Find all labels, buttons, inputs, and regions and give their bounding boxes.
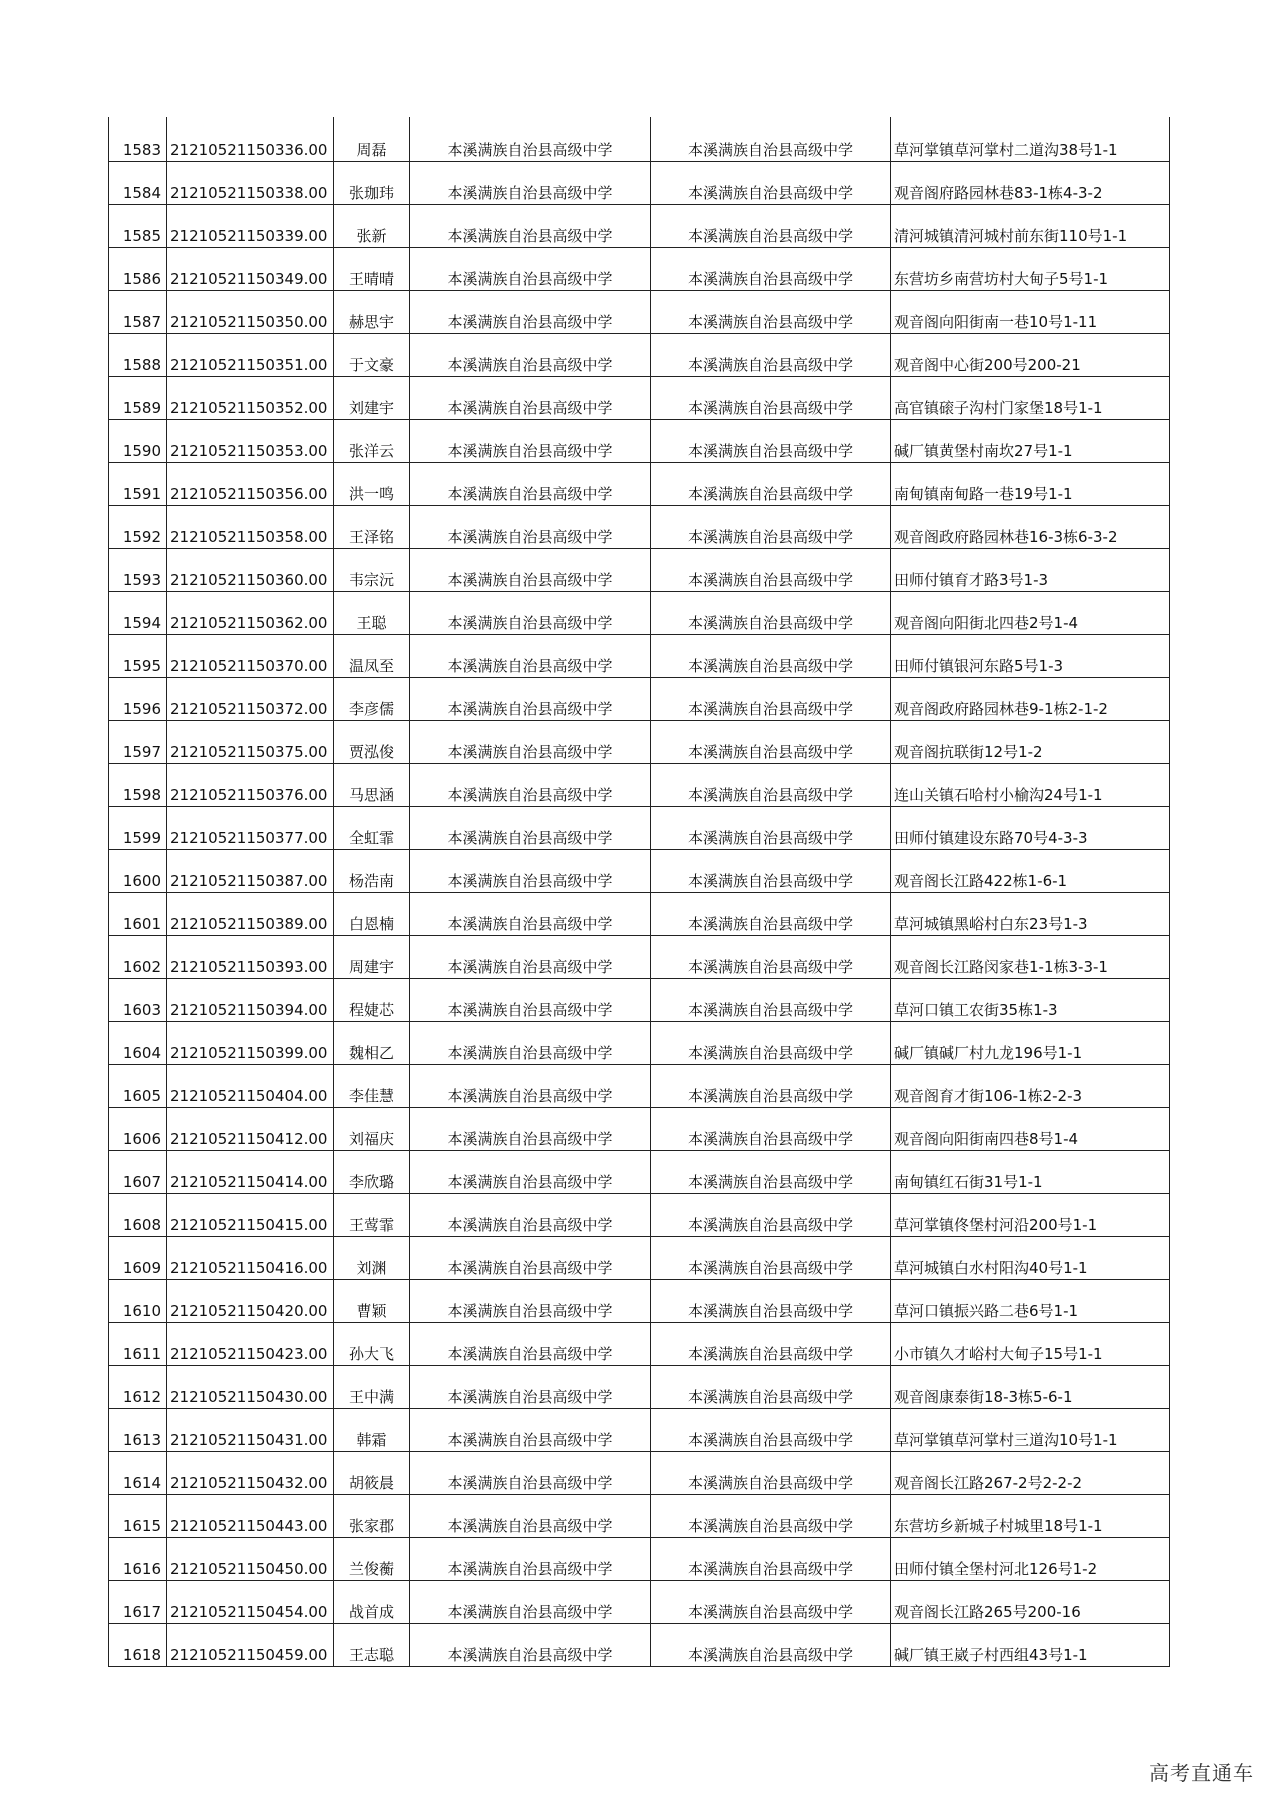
exam-id-cell: 21210521150370.00 xyxy=(167,634,334,677)
table-row xyxy=(109,247,1170,290)
exam-id-cell: 21210521150415.00 xyxy=(167,1193,334,1236)
exam-id-cell: 21210521150430.00 xyxy=(167,1365,334,1408)
table-row xyxy=(109,1537,1170,1580)
exam-id-cell: 21210521150339.00 xyxy=(167,204,334,247)
graduating-school-cell: 本溪满族自治县高级中学 xyxy=(410,548,651,591)
table-row xyxy=(109,1408,1170,1451)
row-number-cell: 1616 xyxy=(109,1537,167,1580)
exam-id-cell: 21210521150459.00 xyxy=(167,1623,334,1666)
admitted-school-cell: 本溪满族自治县高级中学 xyxy=(651,720,891,763)
address-cell: 观音阁政府路园林巷9-1栋2-1-2 xyxy=(891,677,1170,720)
row-number-cell: 1615 xyxy=(109,1494,167,1537)
graduating-school-cell: 本溪满族自治县高级中学 xyxy=(410,290,651,333)
graduating-school-cell: 本溪满族自治县高级中学 xyxy=(410,591,651,634)
table-row xyxy=(109,892,1170,935)
student-name-cell: 全虹霏 xyxy=(334,806,410,849)
graduating-school-cell: 本溪满族自治县高级中学 xyxy=(410,1322,651,1365)
admitted-school-cell: 本溪满族自治县高级中学 xyxy=(651,1064,891,1107)
row-number-cell: 1617 xyxy=(109,1580,167,1623)
admitted-school-cell: 本溪满族自治县高级中学 xyxy=(651,376,891,419)
exam-id-cell: 21210521150351.00 xyxy=(167,333,334,376)
table-row xyxy=(109,117,1170,161)
graduating-school-cell: 本溪满族自治县高级中学 xyxy=(410,1236,651,1279)
address-cell: 小市镇久才峪村大甸子15号1-1 xyxy=(891,1322,1170,1365)
address-cell: 观音阁长江路422栋1-6-1 xyxy=(891,849,1170,892)
exam-id-cell: 21210521150389.00 xyxy=(167,892,334,935)
table-row xyxy=(109,849,1170,892)
address-cell: 草河掌镇草河掌村二道沟38号1-1 xyxy=(891,117,1170,161)
row-number-cell: 1586 xyxy=(109,247,167,290)
graduating-school-cell: 本溪满族自治县高级中学 xyxy=(410,419,651,462)
admitted-school-cell: 本溪满族自治县高级中学 xyxy=(651,763,891,806)
graduating-school-cell: 本溪满族自治县高级中学 xyxy=(410,333,651,376)
row-number-cell: 1609 xyxy=(109,1236,167,1279)
address-cell: 东营坊乡南营坊村大甸子5号1-1 xyxy=(891,247,1170,290)
admitted-school-cell: 本溪满族自治县高级中学 xyxy=(651,634,891,677)
student-name-cell: 于文豪 xyxy=(334,333,410,376)
watermark-text: 高考直通车 xyxy=(1149,1761,1254,1785)
address-cell: 观音阁府路园林巷83-1栋4-3-2 xyxy=(891,161,1170,204)
admission-list-sheet xyxy=(108,117,1169,1667)
exam-id-cell: 21210521150432.00 xyxy=(167,1451,334,1494)
table-row xyxy=(109,1623,1170,1666)
graduating-school-cell: 本溪满族自治县高级中学 xyxy=(410,1580,651,1623)
exam-id-cell: 21210521150362.00 xyxy=(167,591,334,634)
row-number-cell: 1585 xyxy=(109,204,167,247)
exam-id-cell: 21210521150349.00 xyxy=(167,247,334,290)
graduating-school-cell: 本溪满族自治县高级中学 xyxy=(410,204,651,247)
address-cell: 观音阁康泰街18-3栋5-6-1 xyxy=(891,1365,1170,1408)
address-cell: 草河城镇黑峪村白东23号1-3 xyxy=(891,892,1170,935)
table-row xyxy=(109,763,1170,806)
address-cell: 田师付镇银河东路5号1-3 xyxy=(891,634,1170,677)
exam-id-cell: 21210521150454.00 xyxy=(167,1580,334,1623)
graduating-school-cell: 本溪满族自治县高级中学 xyxy=(410,1408,651,1451)
row-number-cell: 1589 xyxy=(109,376,167,419)
student-name-cell: 张洋云 xyxy=(334,419,410,462)
graduating-school-cell: 本溪满族自治县高级中学 xyxy=(410,806,651,849)
exam-id-cell: 21210521150376.00 xyxy=(167,763,334,806)
student-name-cell: 张家郡 xyxy=(334,1494,410,1537)
exam-id-cell: 21210521150431.00 xyxy=(167,1408,334,1451)
student-name-cell: 战首成 xyxy=(334,1580,410,1623)
row-number-cell: 1614 xyxy=(109,1451,167,1494)
row-number-cell: 1587 xyxy=(109,290,167,333)
row-number-cell: 1599 xyxy=(109,806,167,849)
student-name-cell: 王中满 xyxy=(334,1365,410,1408)
admitted-school-cell: 本溪满族自治县高级中学 xyxy=(651,849,891,892)
admitted-school-cell: 本溪满族自治县高级中学 xyxy=(651,462,891,505)
student-name-cell: 李欣璐 xyxy=(334,1150,410,1193)
exam-id-cell: 21210521150350.00 xyxy=(167,290,334,333)
graduating-school-cell: 本溪满族自治县高级中学 xyxy=(410,117,651,161)
student-table xyxy=(108,117,1170,1667)
admitted-school-cell: 本溪满族自治县高级中学 xyxy=(651,892,891,935)
admitted-school-cell: 本溪满族自治县高级中学 xyxy=(651,117,891,161)
exam-id-cell: 21210521150377.00 xyxy=(167,806,334,849)
address-cell: 碱厂镇黄堡村南坎27号1-1 xyxy=(891,419,1170,462)
exam-id-cell: 21210521150393.00 xyxy=(167,935,334,978)
row-number-cell: 1604 xyxy=(109,1021,167,1064)
table-row xyxy=(109,548,1170,591)
table-row xyxy=(109,1279,1170,1322)
student-table-body xyxy=(109,117,1170,1666)
table-row xyxy=(109,161,1170,204)
row-number-cell: 1608 xyxy=(109,1193,167,1236)
graduating-school-cell: 本溪满族自治县高级中学 xyxy=(410,892,651,935)
graduating-school-cell: 本溪满族自治县高级中学 xyxy=(410,677,651,720)
student-name-cell: 程婕芯 xyxy=(334,978,410,1021)
exam-id-cell: 21210521150443.00 xyxy=(167,1494,334,1537)
admitted-school-cell: 本溪满族自治县高级中学 xyxy=(651,1365,891,1408)
address-cell: 观音阁政府路园林巷16-3栋6-3-2 xyxy=(891,505,1170,548)
row-number-cell: 1602 xyxy=(109,935,167,978)
graduating-school-cell: 本溪满族自治县高级中学 xyxy=(410,1451,651,1494)
graduating-school-cell: 本溪满族自治县高级中学 xyxy=(410,1279,651,1322)
student-name-cell: 李佳慧 xyxy=(334,1064,410,1107)
row-number-cell: 1605 xyxy=(109,1064,167,1107)
admitted-school-cell: 本溪满族自治县高级中学 xyxy=(651,1193,891,1236)
graduating-school-cell: 本溪满族自治县高级中学 xyxy=(410,1365,651,1408)
row-number-cell: 1603 xyxy=(109,978,167,1021)
address-cell: 东营坊乡新城子村城里18号1-1 xyxy=(891,1494,1170,1537)
address-cell: 清河城镇清河城村前东街110号1-1 xyxy=(891,204,1170,247)
row-number-cell: 1596 xyxy=(109,677,167,720)
graduating-school-cell: 本溪满族自治县高级中学 xyxy=(410,247,651,290)
student-name-cell: 刘建宇 xyxy=(334,376,410,419)
row-number-cell: 1618 xyxy=(109,1623,167,1666)
admitted-school-cell: 本溪满族自治县高级中学 xyxy=(651,1623,891,1666)
exam-id-cell: 21210521150412.00 xyxy=(167,1107,334,1150)
row-number-cell: 1611 xyxy=(109,1322,167,1365)
graduating-school-cell: 本溪满族自治县高级中学 xyxy=(410,161,651,204)
table-row xyxy=(109,333,1170,376)
address-cell: 观音阁长江路闵家巷1-1栋3-3-1 xyxy=(891,935,1170,978)
student-name-cell: 白恩楠 xyxy=(334,892,410,935)
table-row xyxy=(109,505,1170,548)
graduating-school-cell: 本溪满族自治县高级中学 xyxy=(410,505,651,548)
address-cell: 草河掌镇佟堡村河沿200号1-1 xyxy=(891,1193,1170,1236)
student-name-cell: 王晴晴 xyxy=(334,247,410,290)
student-name-cell: 张珈玮 xyxy=(334,161,410,204)
graduating-school-cell: 本溪满族自治县高级中学 xyxy=(410,1064,651,1107)
student-name-cell: 韩霜 xyxy=(334,1408,410,1451)
row-number-cell: 1594 xyxy=(109,591,167,634)
table-row xyxy=(109,1451,1170,1494)
address-cell: 高官镇磙子沟村门家堡18号1-1 xyxy=(891,376,1170,419)
row-number-cell: 1592 xyxy=(109,505,167,548)
address-cell: 碱厂镇王崴子村西组43号1-1 xyxy=(891,1623,1170,1666)
address-cell: 观音阁抗联街12号1-2 xyxy=(891,720,1170,763)
admitted-school-cell: 本溪满族自治县高级中学 xyxy=(651,935,891,978)
table-row xyxy=(109,290,1170,333)
table-row xyxy=(109,677,1170,720)
table-row xyxy=(109,1021,1170,1064)
row-number-cell: 1601 xyxy=(109,892,167,935)
table-row xyxy=(109,806,1170,849)
admitted-school-cell: 本溪满族自治县高级中学 xyxy=(651,1408,891,1451)
address-cell: 碱厂镇碱厂村九龙196号1-1 xyxy=(891,1021,1170,1064)
address-cell: 草河口镇工农街35栋1-3 xyxy=(891,978,1170,1021)
student-name-cell: 贾泓俊 xyxy=(334,720,410,763)
address-cell: 草河城镇白水村阳沟40号1-1 xyxy=(891,1236,1170,1279)
exam-id-cell: 21210521150336.00 xyxy=(167,117,334,161)
exam-id-cell: 21210521150416.00 xyxy=(167,1236,334,1279)
exam-id-cell: 21210521150394.00 xyxy=(167,978,334,1021)
exam-id-cell: 21210521150375.00 xyxy=(167,720,334,763)
student-name-cell: 刘渊 xyxy=(334,1236,410,1279)
admitted-school-cell: 本溪满族自治县高级中学 xyxy=(651,247,891,290)
graduating-school-cell: 本溪满族自治县高级中学 xyxy=(410,720,651,763)
student-name-cell: 兰俊蘅 xyxy=(334,1537,410,1580)
table-row xyxy=(109,591,1170,634)
student-name-cell: 王聪 xyxy=(334,591,410,634)
address-cell: 观音阁育才街106-1栋2-2-3 xyxy=(891,1064,1170,1107)
table-row xyxy=(109,1494,1170,1537)
address-cell: 观音阁向阳街北四巷2号1-4 xyxy=(891,591,1170,634)
student-name-cell: 马思涵 xyxy=(334,763,410,806)
graduating-school-cell: 本溪满族自治县高级中学 xyxy=(410,978,651,1021)
graduating-school-cell: 本溪满族自治县高级中学 xyxy=(410,1150,651,1193)
admitted-school-cell: 本溪满族自治县高级中学 xyxy=(651,1021,891,1064)
graduating-school-cell: 本溪满族自治县高级中学 xyxy=(410,763,651,806)
row-number-cell: 1607 xyxy=(109,1150,167,1193)
student-name-cell: 洪一鸣 xyxy=(334,462,410,505)
address-cell: 观音阁向阳街南四巷8号1-4 xyxy=(891,1107,1170,1150)
admitted-school-cell: 本溪满族自治县高级中学 xyxy=(651,505,891,548)
address-cell: 观音阁长江路267-2号2-2-2 xyxy=(891,1451,1170,1494)
table-row xyxy=(109,935,1170,978)
exam-id-cell: 21210521150414.00 xyxy=(167,1150,334,1193)
student-name-cell: 曹颖 xyxy=(334,1279,410,1322)
row-number-cell: 1583 xyxy=(109,117,167,161)
admitted-school-cell: 本溪满族自治县高级中学 xyxy=(651,1107,891,1150)
student-name-cell: 周建宇 xyxy=(334,935,410,978)
row-number-cell: 1606 xyxy=(109,1107,167,1150)
row-number-cell: 1600 xyxy=(109,849,167,892)
student-name-cell: 赫思宇 xyxy=(334,290,410,333)
admitted-school-cell: 本溪满族自治县高级中学 xyxy=(651,419,891,462)
exam-id-cell: 21210521150372.00 xyxy=(167,677,334,720)
admitted-school-cell: 本溪满族自治县高级中学 xyxy=(651,161,891,204)
table-row xyxy=(109,1064,1170,1107)
address-cell: 草河口镇振兴路二巷6号1-1 xyxy=(891,1279,1170,1322)
exam-id-cell: 21210521150420.00 xyxy=(167,1279,334,1322)
graduating-school-cell: 本溪满族自治县高级中学 xyxy=(410,1107,651,1150)
admitted-school-cell: 本溪满族自治县高级中学 xyxy=(651,1322,891,1365)
address-cell: 田师付镇育才路3号1-3 xyxy=(891,548,1170,591)
graduating-school-cell: 本溪满族自治县高级中学 xyxy=(410,1537,651,1580)
row-number-cell: 1598 xyxy=(109,763,167,806)
student-name-cell: 温凤至 xyxy=(334,634,410,677)
admitted-school-cell: 本溪满族自治县高级中学 xyxy=(651,591,891,634)
admitted-school-cell: 本溪满族自治县高级中学 xyxy=(651,1279,891,1322)
graduating-school-cell: 本溪满族自治县高级中学 xyxy=(410,1193,651,1236)
row-number-cell: 1584 xyxy=(109,161,167,204)
table-row xyxy=(109,720,1170,763)
exam-id-cell: 21210521150387.00 xyxy=(167,849,334,892)
exam-id-cell: 21210521150404.00 xyxy=(167,1064,334,1107)
admitted-school-cell: 本溪满族自治县高级中学 xyxy=(651,1494,891,1537)
admitted-school-cell: 本溪满族自治县高级中学 xyxy=(651,1150,891,1193)
student-name-cell: 张新 xyxy=(334,204,410,247)
address-cell: 观音阁向阳街南一巷10号1-11 xyxy=(891,290,1170,333)
student-name-cell: 魏相乙 xyxy=(334,1021,410,1064)
admitted-school-cell: 本溪满族自治县高级中学 xyxy=(651,290,891,333)
graduating-school-cell: 本溪满族自治县高级中学 xyxy=(410,1021,651,1064)
table-row xyxy=(109,1150,1170,1193)
address-cell: 南甸镇红石街31号1-1 xyxy=(891,1150,1170,1193)
table-row xyxy=(109,978,1170,1021)
exam-id-cell: 21210521150360.00 xyxy=(167,548,334,591)
exam-id-cell: 21210521150450.00 xyxy=(167,1537,334,1580)
address-cell: 草河掌镇草河掌村三道沟10号1-1 xyxy=(891,1408,1170,1451)
student-name-cell: 韦宗沅 xyxy=(334,548,410,591)
admitted-school-cell: 本溪满族自治县高级中学 xyxy=(651,204,891,247)
student-name-cell: 孙大飞 xyxy=(334,1322,410,1365)
table-row xyxy=(109,1322,1170,1365)
graduating-school-cell: 本溪满族自治县高级中学 xyxy=(410,1623,651,1666)
row-number-cell: 1613 xyxy=(109,1408,167,1451)
admitted-school-cell: 本溪满族自治县高级中学 xyxy=(651,1580,891,1623)
row-number-cell: 1593 xyxy=(109,548,167,591)
student-name-cell: 周磊 xyxy=(334,117,410,161)
table-row xyxy=(109,1580,1170,1623)
graduating-school-cell: 本溪满族自治县高级中学 xyxy=(410,634,651,677)
address-cell: 南甸镇南甸路一巷19号1-1 xyxy=(891,462,1170,505)
table-row xyxy=(109,1365,1170,1408)
student-name-cell: 李彦儒 xyxy=(334,677,410,720)
admitted-school-cell: 本溪满族自治县高级中学 xyxy=(651,1236,891,1279)
graduating-school-cell: 本溪满族自治县高级中学 xyxy=(410,935,651,978)
table-row xyxy=(109,419,1170,462)
graduating-school-cell: 本溪满族自治县高级中学 xyxy=(410,462,651,505)
table-row xyxy=(109,462,1170,505)
exam-id-cell: 21210521150338.00 xyxy=(167,161,334,204)
admitted-school-cell: 本溪满族自治县高级中学 xyxy=(651,978,891,1021)
row-number-cell: 1597 xyxy=(109,720,167,763)
student-name-cell: 王志聪 xyxy=(334,1623,410,1666)
address-cell: 观音阁长江路265号200-16 xyxy=(891,1580,1170,1623)
row-number-cell: 1590 xyxy=(109,419,167,462)
row-number-cell: 1610 xyxy=(109,1279,167,1322)
table-row xyxy=(109,634,1170,677)
exam-id-cell: 21210521150352.00 xyxy=(167,376,334,419)
student-name-cell: 刘福庆 xyxy=(334,1107,410,1150)
table-row xyxy=(109,1107,1170,1150)
admitted-school-cell: 本溪满族自治县高级中学 xyxy=(651,677,891,720)
student-name-cell: 胡筱晨 xyxy=(334,1451,410,1494)
row-number-cell: 1612 xyxy=(109,1365,167,1408)
address-cell: 田师付镇全堡村河北126号1-2 xyxy=(891,1537,1170,1580)
row-number-cell: 1588 xyxy=(109,333,167,376)
row-number-cell: 1591 xyxy=(109,462,167,505)
student-name-cell: 杨浩南 xyxy=(334,849,410,892)
exam-id-cell: 21210521150399.00 xyxy=(167,1021,334,1064)
exam-id-cell: 21210521150358.00 xyxy=(167,505,334,548)
admitted-school-cell: 本溪满族自治县高级中学 xyxy=(651,1537,891,1580)
exam-id-cell: 21210521150353.00 xyxy=(167,419,334,462)
row-number-cell: 1595 xyxy=(109,634,167,677)
graduating-school-cell: 本溪满族自治县高级中学 xyxy=(410,849,651,892)
table-row xyxy=(109,204,1170,247)
student-name-cell: 王莺霏 xyxy=(334,1193,410,1236)
table-row xyxy=(109,1193,1170,1236)
address-cell: 连山关镇石哈村小榆沟24号1-1 xyxy=(891,763,1170,806)
graduating-school-cell: 本溪满族自治县高级中学 xyxy=(410,1494,651,1537)
admitted-school-cell: 本溪满族自治县高级中学 xyxy=(651,333,891,376)
admitted-school-cell: 本溪满族自治县高级中学 xyxy=(651,548,891,591)
exam-id-cell: 21210521150356.00 xyxy=(167,462,334,505)
graduating-school-cell: 本溪满族自治县高级中学 xyxy=(410,376,651,419)
table-row xyxy=(109,376,1170,419)
exam-id-cell: 21210521150423.00 xyxy=(167,1322,334,1365)
address-cell: 田师付镇建设东路70号4-3-3 xyxy=(891,806,1170,849)
admitted-school-cell: 本溪满族自治县高级中学 xyxy=(651,1451,891,1494)
address-cell: 观音阁中心街200号200-21 xyxy=(891,333,1170,376)
admitted-school-cell: 本溪满族自治县高级中学 xyxy=(651,806,891,849)
student-name-cell: 王泽铭 xyxy=(334,505,410,548)
table-row xyxy=(109,1236,1170,1279)
